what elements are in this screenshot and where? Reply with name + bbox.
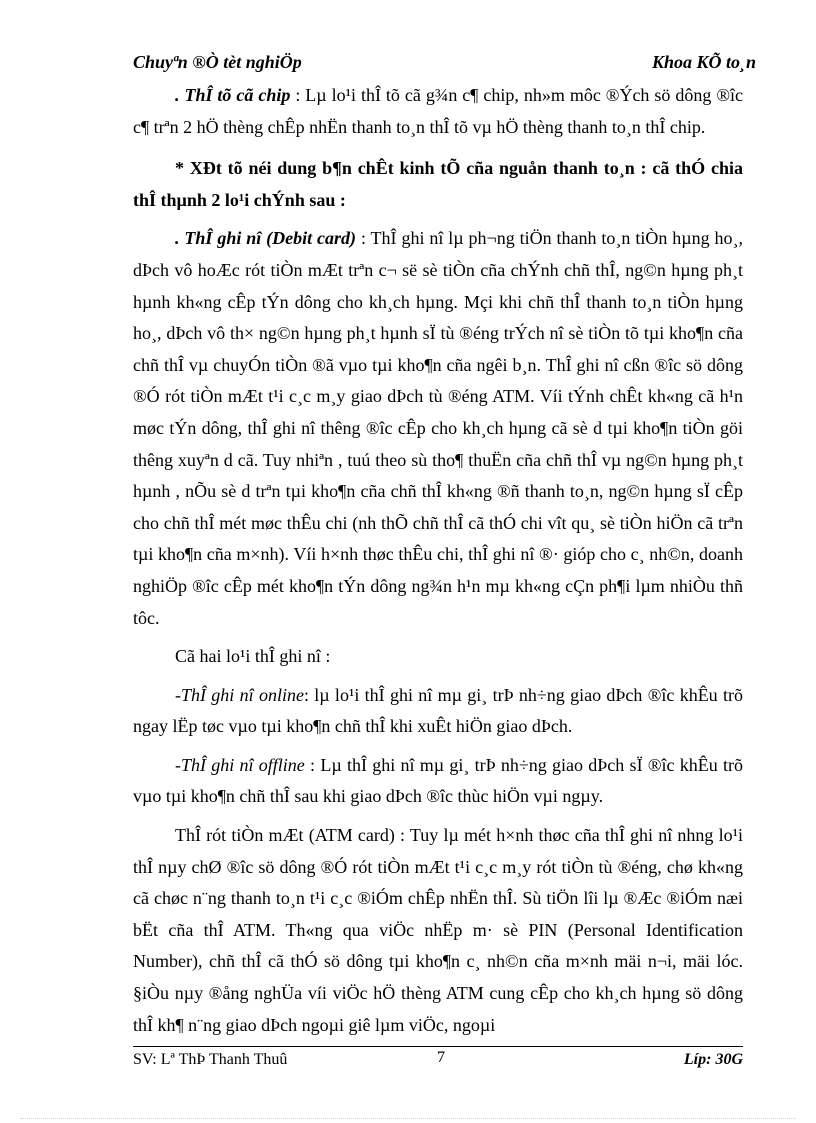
- paragraph-text: : ThÎ ghi nî lµ ph¬ng tiÖn thanh to¸n tiÒn hµng ho¸, dÞch vô hoÆc rót tiÒn mÆt trªn c¬ së sè tiÒn cña chÝnh chñ thÎ, ng©n hµng ph¸t hµnh kh«ng cÊp tÝn dông cho kh¸ch hµng. Mçi khi chñ thÎ thanh to¸n tiÒn hµng ho¸, dÞch vô th× ng©n hµng ph¸t hµnh sÏ tù ®éng trÝch nî sè tiÒn tõ tµi kho¶n cña chñ thÎ vµ chuyÓn tiÒn ®ã vµo tµi kho¶n cña ngêi b¸n. ThÎ ghi nî cßn ®îc sö dông ®Ó rót tiÒn mÆt t¹i c¸c m¸y giao dÞch tù ®éng ATM. Víi tÝnh chÊt kh«ng cã h¹n møc tÝn dông, thÎ ghi nî thêng ®îc cÊp cho kh¸ch hµng cã sè d tµi kho¶n tiÒn göi thêng xuyªn d cã. Tuy nhiªn , tuú theo sù tho¶ thuËn cña chñ thÎ vµ ng©n hµng ph¸t hµnh , nÕu sè d trªn tµi kho¶n cña chñ thÎ kh«ng ®ñ thanh to¸n, ng©n hµng sÏ cÊp cho chñ thÎ mét møc thÊu chi (nh thÕ chñ thÎ cã thÓ chi vît qu¸ sè tiÒn hiÖn cã trªn tµi kho¶n cña m×nh). Víi h×nh thøc thÊu chi, thÎ ghi nî ®· gióp cho c¸ nh©n, doanh nghiÖp ®îc cÊp mét kho¶n tÝn dông ng¾n h¹n mµ kh«ng cÇn ph¶i lµm nhiÒu thñ tôc.: [133, 228, 744, 628]
- body-text: [133, 80, 743, 1048]
- page-number: 7: [437, 1049, 445, 1066]
- term-label: -ThÎ ghi nî offline: [175, 754, 305, 775]
- paragraph-text: : Lµ thÎ ghi nî mµ gi¸ trÞ nh÷ng giao dÞch sÏ ®îc khÊu trõ vµo tµi kho¶n chñ thÎ sau khi giao dÞch ®îc thùc hiÖn vµi ngµy.: [133, 754, 744, 807]
- header-title: Chuyªn ®Ò tèt nghiÖp: [133, 52, 302, 72]
- footer-author: SV: Lª ThÞ Thanh Thuû: [133, 1051, 288, 1068]
- paragraph-text: Cã hai lo¹i thÎ ghi nî :: [175, 646, 331, 667]
- header-department: Khoa KÕ to¸n: [651, 52, 756, 72]
- paragraph-text: : Lµ lo¹i thÎ tõ cã g¾n c¶ chip, nh»m môc ®Ých sö dông ®îc c¶ trªn 2 hÖ thèng chÊp nhËn thanh to¸n thÎ tõ vµ hÖ thèng thanh to¸n thÎ chip.: [133, 85, 743, 137]
- footer-divider: [133, 1046, 743, 1047]
- paragraph: [133, 750, 743, 813]
- heading-text: * XÐt tõ néi dung b¶n chÊt kinh tÕ cña nguån thanh to¸n : cã thÓ chia thÎ thµnh 2 lo¹i chÝnh sau :: [133, 158, 743, 210]
- term-label: -ThÎ ghi nî online: [175, 684, 304, 705]
- term-label: . ThÎ tõ cã chip: [175, 85, 291, 105]
- footer-class: Líp: 30G: [683, 1051, 743, 1068]
- page-edge-divider: [20, 1118, 796, 1119]
- paragraph-text: : lµ lo¹i thÎ ghi nî mµ gi¸ trÞ nh÷ng giao dÞch ®îc khÊu trõ ngay lËp tøc vµo tµi kho¶n chñ thÎ khi xuÊt hiÖn giao dÞch.: [133, 684, 743, 737]
- term-label: . ThÎ ghi nî (Debit card): [175, 228, 357, 249]
- paragraph: [133, 641, 743, 673]
- page-header: [133, 52, 756, 78]
- paragraph: [133, 820, 743, 1041]
- paragraph-text: ThÎ rót tiÒn mÆt (ATM card) : Tuy lµ mét h×nh thøc cña thÎ ghi nî nhng lo¹i thÎ nµy chØ ®îc sö dông ®Ó rót tiÒn mÆt t¹i c¸c m¸y rót tiÒn tù ®éng, chø kh«ng cã chøc n¨ng thanh to¸n t¹i c¸c ®iÓm chÊp nhËn thÎ. Sù tiÖn lîi lµ ®Æc ®iÓm næi bËt cña thÎ ATM. Th«ng qua viÖc nhËp m· sè PIN (Personal Identification Number), chñ thÎ cã thÓ sö dông tµi kho¶n c¸ nh©n cña m×nh mäi n¬i, mäi lóc. §iÒu nµy ®ång nghÜa víi viÖc hÖ thèng ATM cung cÊp cho kh¸ch hµng sö dông thÎ kh¶ n¨ng giao dÞch ngoµi giê lµm viÖc, ngoµi: [133, 825, 743, 1035]
- paragraph: [133, 680, 743, 743]
- page-footer: [133, 1051, 743, 1075]
- paragraph: [133, 80, 743, 143]
- section-heading: [133, 153, 743, 216]
- paragraph: [133, 223, 743, 634]
